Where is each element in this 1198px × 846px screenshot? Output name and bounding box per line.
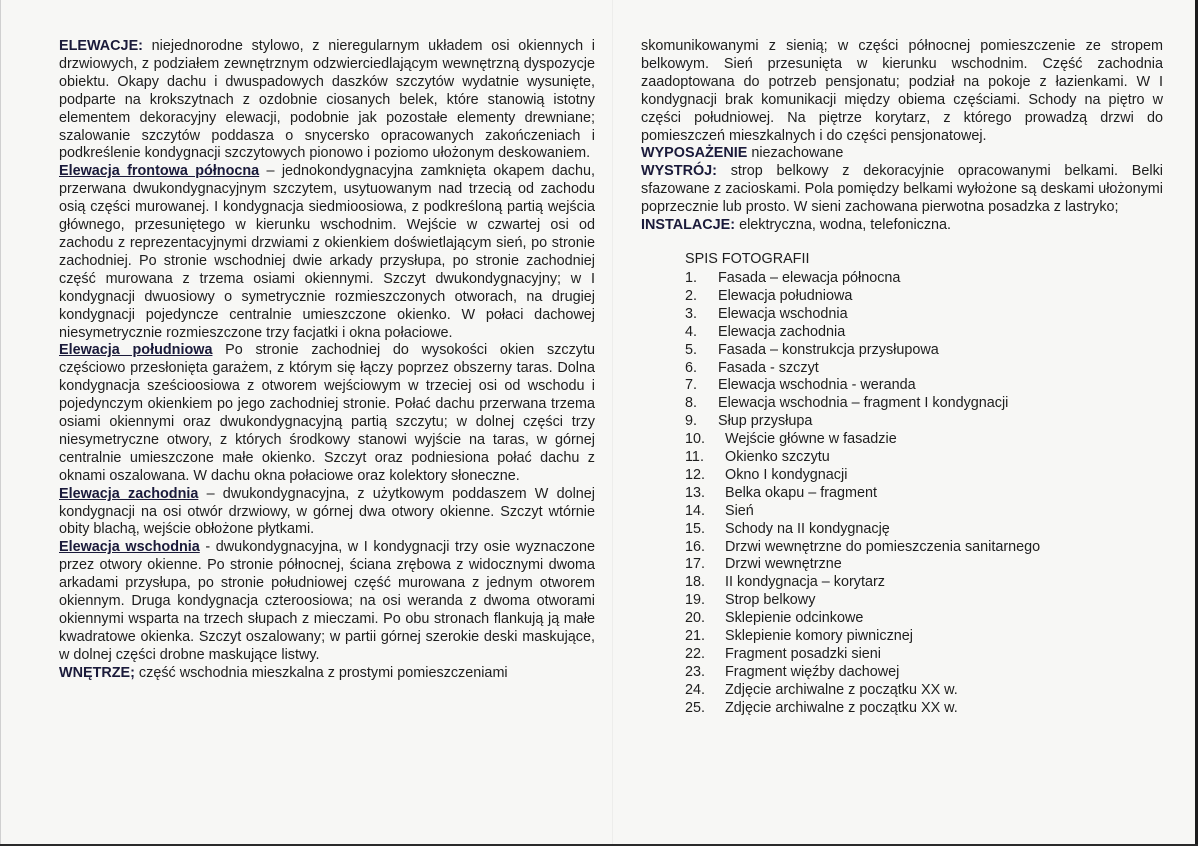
photo-index-number: 24. xyxy=(685,681,706,698)
text-elewacja-frontowa: – jednokondygnacyjna zamknięta okapem dachu, przerwana dwukondygnacyjnym szczytem, usytuowanym nad trzecią od zachodu osią części murowanej. I kondygnacja siedmioosiowa, z podkreśloną partią wejścia głównego, przesuniętego w kierunku wschodnim. Wejście w czwartej osi od zachodu z reprezentacyjnymi drzwiami z okienkiem doświetlającym sień, po stronie zachodniej. Po stronie wschodniej dwie arkady przysłupa, po stronie zachodniej część murowana z trzema osiami okiennymi. Szczyt dwukondygnacyjny; w I kondygnacji dwuosiowy o symetrycznie rozmieszczonych otworach, na drugiej kondygnacji pojedyncze centralnie umieszczone okienko. W połaci dachowej niesymetrycznie rozmieszczone trzy facjatki i okna połaciowe. xyxy=(59,163,596,341)
scan-edge-left xyxy=(0,0,1,846)
photo-index-number: 3. xyxy=(685,305,698,322)
photo-index-number: 14. xyxy=(685,502,706,519)
photo-index-caption: Fragment posadzki sieni xyxy=(725,646,881,662)
photo-index-item xyxy=(685,395,1163,413)
photo-index-number: 13. xyxy=(685,484,706,501)
photo-index-item xyxy=(685,431,1163,449)
section-elewacja-zachodnia xyxy=(59,486,595,540)
photo-index-caption: Elewacja wschodnia - weranda xyxy=(718,377,916,394)
photo-index-list xyxy=(685,270,1163,718)
photo-index-caption: Fasada – konstrukcja przysłupowa xyxy=(718,341,939,358)
photo-index-number: 12. xyxy=(685,466,706,483)
photo-index-caption: Okienko szczytu xyxy=(725,449,830,466)
photo-index-caption: Wejście główne w fasadzie xyxy=(725,431,897,448)
right-column xyxy=(641,38,1163,718)
photo-index-number: 8. xyxy=(685,395,698,412)
photo-index-caption: Elewacja południowa xyxy=(718,287,853,304)
label-elewacja-frontowa: Elewacja frontowa północna xyxy=(59,163,260,180)
text-wyposazenie: niezachowane xyxy=(747,145,844,162)
label-elewacje: ELEWACJE: xyxy=(59,38,143,54)
text-elewacja-zachodnia: – dwukondygnacyjna, z użytkowym poddaszem W dolnej kondygnacji na osi otwór drzwiowy, w górnej dwa otwory okienne. Szczyt wtórnie obity blachą, wejście obłożone płytkami. xyxy=(59,485,595,538)
photo-index-item xyxy=(685,503,1163,521)
photo-index-item xyxy=(685,700,1163,718)
photo-index-number: 22. xyxy=(685,646,706,662)
photo-index-caption: Strop belkowy xyxy=(725,592,816,609)
photo-index-caption: Zdjęcie archiwalne z początku XX w. xyxy=(725,681,958,698)
section-wnetrze-continuation: skomunikowanymi z sienią; w części północnej pomieszczenie ze stropem belkowym. Sień przesunięta w kierunku wschodnim. Część zachodnia zaadoptowana do potrzeb pensjonatu; podział na pokoje z łazienkami. W I kondygnacji brak komunikacji między obiema częściami. Schody na piętro w części południowej. Na piętrze korytarz, z którego prowadzą drzwi do pomieszczeń mieszkalnych i do części pensjonatowej. xyxy=(641,38,1163,144)
section-elewacja-wschodnia xyxy=(59,539,595,664)
photo-index-number: 23. xyxy=(685,663,706,680)
photo-index-number: 6. xyxy=(685,359,698,376)
photo-index-caption: Słup przysłupa xyxy=(718,413,813,430)
photo-index-item xyxy=(685,288,1163,306)
photo-index-title: SPIS FOTOGRAFII xyxy=(685,250,810,267)
photo-index-item xyxy=(685,539,1163,557)
photo-index-caption: Fasada – elewacja północna xyxy=(718,269,901,286)
photo-index-caption: Fragment więźby dachowej xyxy=(725,663,900,680)
photo-index-number: 19. xyxy=(685,592,706,609)
left-column xyxy=(59,38,595,683)
section-elewacje xyxy=(59,38,595,163)
photo-index-item xyxy=(685,342,1163,360)
page-fold xyxy=(612,0,613,846)
photo-index-number: 2. xyxy=(685,287,698,304)
photo-index-number: 1. xyxy=(685,269,698,286)
text-wnetrze: część wschodnia mieszkalna z prostymi pomieszczeniami xyxy=(134,664,508,681)
photo-index-item xyxy=(685,628,1163,646)
photo-index-number: 21. xyxy=(685,628,706,645)
photo-index-item xyxy=(685,592,1163,610)
photo-index-number: 16. xyxy=(685,538,706,555)
photo-index-number: 4. xyxy=(685,323,698,340)
photo-index xyxy=(641,250,1163,718)
label-elewacja-zachodnia: Elewacja zachodnia xyxy=(59,485,199,502)
photo-index-item xyxy=(685,574,1163,592)
label-instalacje: INSTALACJE: xyxy=(641,217,736,234)
photo-index-item xyxy=(685,413,1163,431)
photo-index-number: 25. xyxy=(685,699,706,716)
text-wystroj: strop belkowy z dekoracyjnie opracowanymi belkami. Belki sfazowane z zacioskami. Pola pomiędzy belkami wyłożone są deskami ułożonymi poprzecznie lub prosto. W sieni zachowana pierwotna posadzka z lastryko; xyxy=(641,163,1163,216)
photo-index-item xyxy=(685,610,1163,628)
section-wystroj xyxy=(641,163,1163,217)
photo-index-number: 10. xyxy=(685,431,706,448)
text-elewacje: niejednorodne stylowo, z nieregularnym układem osi okiennych i drzwiowych, z podziałem zewnętrznym odzwierciedlającym wewnętrzną dyspozycje obiektu. Okapy dachu i dwuspadowych daszków szczytów wydatnie wysunięte, podparte na krokszytnach z ozdobnie ciosanych belek, które stanowią istotny elementem dekoracyjny elewacji, podobnie jak pozostałe elementy drewniane; szalowanie szczytów poddasza o snycersko opracowanych zakończeniach i podkreślenie kondygnacji szczytowych pionowo i poziomo ułożonym deskowaniem. xyxy=(59,38,595,162)
section-elewacja-frontowa xyxy=(59,163,595,342)
photo-index-caption: Fasada - szczyt xyxy=(718,359,819,376)
photo-index-caption: Sień xyxy=(725,502,754,519)
photo-index-caption: Okno I kondygnacji xyxy=(725,466,848,483)
photo-index-item xyxy=(685,377,1163,395)
section-instalacje xyxy=(641,217,1163,235)
photo-index-number: 17. xyxy=(685,556,706,573)
label-wyposazenie: WYPOSAŻENIE xyxy=(641,145,748,162)
photo-index-number: 18. xyxy=(685,574,706,591)
photo-index-caption: Zdjęcie archiwalne z początku XX w. xyxy=(725,699,958,716)
label-wystroj: WYSTRÓJ: xyxy=(641,163,717,180)
photo-index-item xyxy=(685,306,1163,324)
photo-index-item xyxy=(685,556,1163,574)
photo-index-caption: Sklepienie komory piwnicznej xyxy=(725,628,913,645)
text-instalacje: elektryczna, wodna, telefoniczna. xyxy=(735,217,952,234)
label-elewacja-wschodnia: Elewacja wschodnia xyxy=(59,539,200,556)
photo-index-caption: II kondygnacja – korytarz xyxy=(725,574,885,591)
photo-index-item xyxy=(685,467,1163,485)
photo-index-caption: Elewacja zachodnia xyxy=(718,323,846,340)
text-elewacja-wschodnia: - dwukondygnacyjna, w I kondygnacji trzy osie wyznaczone przez otwory okienne. Po stronie północnej, ściana zrębowa z widocznymi dwoma arkadami przysłupa, po stronie południowej część murowana z jednym otworem okiennym. Druga kondygnacja czteroosiowa; na osi weranda z dwoma otworami okiennymi wsparta na trzech słupach z mieczami. Po obu stronach flankują ją małe kwadratowe okienka. Szczyt oszalowany; w partii górnej szerokie deski maskujące, w dolnej części drobne maskujące listwy. xyxy=(59,539,595,663)
photo-index-caption: Drzwi wewnętrzne do pomieszczenia sanitarnego xyxy=(725,538,1041,555)
photo-index-item xyxy=(685,449,1163,467)
section-elewacja-poludniowa xyxy=(59,342,595,485)
section-wyposazenie xyxy=(641,145,1163,163)
photo-index-number: 7. xyxy=(685,377,698,394)
photo-index-caption: Elewacja wschodnia xyxy=(718,305,848,322)
photo-index-item xyxy=(685,664,1163,682)
photo-index-item xyxy=(685,521,1163,539)
photo-index-caption: Schody na II kondygnację xyxy=(725,520,890,537)
text-elewacja-poludniowa: Po stronie zachodniej do wysokości okien szczytu częściowo przesłonięta garażem, z którym się łączy poprzez obszerny taras. Dolna kondygnacja sześcioosiowa z otworem wejściowym w trzeciej osi od wschodu i pojedynczym okienkiem po jego zachodniej stronie. Połać dachu przerwana trzema osiami okiennymi oraz dwukondygnacyjną partią szczytu; w dolnej części trzy niesymetryczne otwory, z których środkowy stanowi wyjście na taras, w górnej centralnie umieszczone małe okienko. Szczyt oraz podniesiona połać dachu z oknami oszalowana. W dachu okna połaciowe oraz kolektory słoneczne. xyxy=(59,342,595,484)
photo-index-item xyxy=(685,360,1163,378)
photo-index-caption: Belka okapu – fragment xyxy=(725,484,877,501)
section-wnetrze xyxy=(59,665,595,683)
photo-index-item xyxy=(685,485,1163,503)
photo-index-item xyxy=(685,324,1163,342)
photo-index-number: 5. xyxy=(685,341,698,358)
photo-index-number: 9. xyxy=(685,413,698,430)
photo-index-item xyxy=(685,682,1163,700)
photo-index-number: 11. xyxy=(685,449,704,466)
photo-index-number: 15. xyxy=(685,520,706,537)
photo-index-item xyxy=(685,270,1163,288)
label-elewacja-poludniowa: Elewacja południowa xyxy=(59,342,213,359)
photo-index-caption: Elewacja wschodnia – fragment I kondygnacji xyxy=(718,395,1009,412)
label-wnetrze: WNĘTRZE; xyxy=(59,664,135,681)
photo-index-item xyxy=(685,646,1163,664)
photo-index-number: 20. xyxy=(685,610,706,627)
photo-index-caption: Sklepienie odcinkowe xyxy=(725,610,864,627)
photo-index-caption: Drzwi wewnętrzne xyxy=(725,556,842,573)
